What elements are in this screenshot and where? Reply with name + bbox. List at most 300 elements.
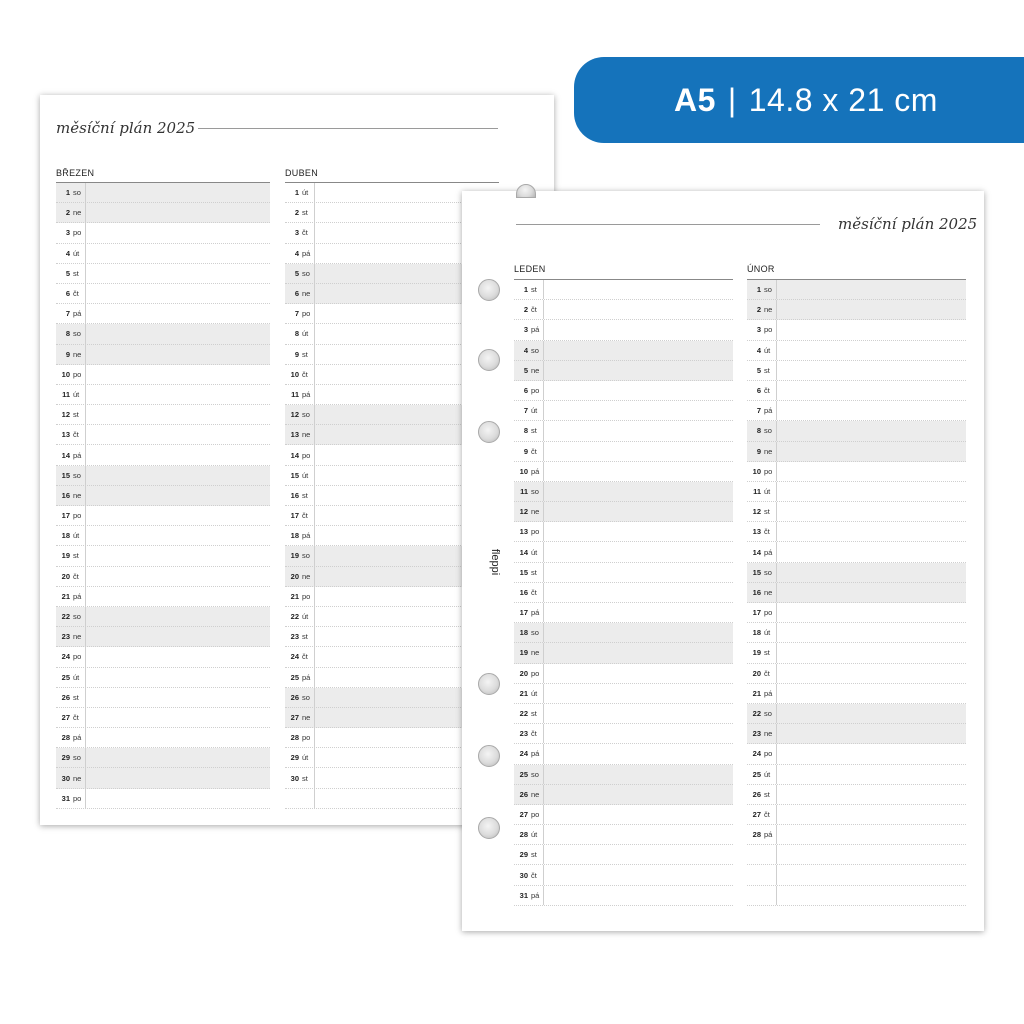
day-cell <box>747 401 777 420</box>
note-space <box>777 381 966 400</box>
weekday-abbr: út <box>302 470 309 480</box>
day-cell <box>747 482 777 501</box>
day-row <box>514 442 733 462</box>
note-space <box>86 365 270 384</box>
day-cell <box>747 765 777 784</box>
day-row <box>514 401 733 421</box>
day-cell <box>56 304 86 323</box>
day-number: 31 <box>61 793 70 803</box>
weekday-abbr: po <box>764 608 773 618</box>
day-number: 11 <box>753 486 761 496</box>
day-number: 3 <box>294 228 299 238</box>
day-cell <box>747 886 777 905</box>
day-cell <box>285 405 315 424</box>
note-space <box>86 728 270 747</box>
day-number: 7 <box>294 309 299 319</box>
note-space <box>544 361 733 380</box>
day-row <box>747 603 966 623</box>
day-number: 6 <box>65 289 70 299</box>
note-space <box>86 647 270 666</box>
weekday-abbr: út <box>73 248 80 258</box>
day-cell <box>56 768 86 787</box>
note-space <box>777 341 966 360</box>
note-space <box>86 425 270 444</box>
day-cell <box>514 320 544 339</box>
weekday-abbr: pá <box>764 406 773 416</box>
note-space <box>777 704 966 723</box>
weekday-abbr: čt <box>302 369 308 379</box>
note-space <box>544 765 733 784</box>
day-number: 17 <box>61 511 70 521</box>
weekday-abbr: so <box>764 567 772 577</box>
day-cell <box>285 708 315 727</box>
day-number: 12 <box>290 410 299 420</box>
day-number: 12 <box>752 507 761 517</box>
day-row <box>56 546 270 566</box>
day-cell <box>56 466 86 485</box>
day-row <box>514 300 733 320</box>
day-number: 5 <box>756 365 761 375</box>
day-row <box>747 623 966 643</box>
day-number: 24 <box>752 749 761 759</box>
day-row <box>514 785 733 805</box>
weekday-abbr: ne <box>531 789 540 799</box>
day-cell <box>285 385 315 404</box>
page-title: měsíční plán 2025 <box>838 215 978 233</box>
day-number: 15 <box>290 470 299 480</box>
day-cell <box>285 304 315 323</box>
note-space <box>777 361 966 380</box>
day-row <box>514 603 733 623</box>
day-number: 29 <box>290 753 299 763</box>
day-cell <box>514 502 544 521</box>
day-number: 4 <box>294 248 299 258</box>
weekday-abbr: út <box>302 188 309 198</box>
day-number: 15 <box>61 470 70 480</box>
day-cell <box>56 506 86 525</box>
note-space <box>86 264 270 283</box>
day-number: 21 <box>752 688 761 698</box>
note-space <box>86 304 270 323</box>
weekday-abbr: pá <box>531 749 540 759</box>
day-number: 13 <box>752 527 761 537</box>
day-number: 3 <box>65 228 70 238</box>
note-space <box>86 466 270 485</box>
day-cell <box>514 300 544 319</box>
day-cell <box>56 668 86 687</box>
day-cell <box>285 223 315 242</box>
note-space <box>777 522 966 541</box>
weekday-abbr: ne <box>73 349 82 359</box>
weekday-abbr: ne <box>531 648 540 658</box>
weekday-abbr: so <box>764 426 772 436</box>
day-cell <box>285 546 315 565</box>
note-space <box>544 845 733 864</box>
note-space <box>86 708 270 727</box>
day-cell <box>747 724 777 743</box>
day-number: 17 <box>290 511 299 521</box>
day-cell <box>285 688 315 707</box>
weekday-abbr: út <box>764 769 771 779</box>
day-number: 7 <box>523 406 528 416</box>
note-space <box>86 668 270 687</box>
day-row <box>747 421 966 441</box>
day-number: 4 <box>523 345 528 355</box>
day-cell <box>56 203 86 222</box>
day-row <box>747 320 966 340</box>
weekday-abbr: čt <box>764 527 770 537</box>
weekday-abbr: čt <box>302 228 308 238</box>
day-cell <box>56 688 86 707</box>
weekday-abbr: út <box>73 672 80 682</box>
day-row <box>514 623 733 643</box>
day-rows <box>747 280 966 906</box>
day-row <box>747 563 966 583</box>
weekday-abbr: pá <box>302 531 311 541</box>
day-row <box>514 381 733 401</box>
day-cell <box>747 442 777 461</box>
weekday-abbr: st <box>73 551 79 561</box>
day-cell <box>285 668 315 687</box>
day-cell <box>56 425 86 444</box>
day-number: 3 <box>756 325 761 335</box>
planner-page-front <box>462 191 984 931</box>
day-number: 9 <box>756 446 761 456</box>
note-space <box>544 421 733 440</box>
day-row <box>747 300 966 320</box>
day-cell <box>285 324 315 343</box>
day-row <box>514 542 733 562</box>
note-space <box>86 587 270 606</box>
weekday-abbr: so <box>531 486 539 496</box>
day-row <box>56 486 270 506</box>
day-row <box>747 684 966 704</box>
month-name: LEDEN <box>514 264 546 274</box>
day-number: 7 <box>756 406 761 416</box>
format-label: A5 <box>674 81 716 118</box>
day-cell <box>56 748 86 767</box>
note-space <box>777 744 966 763</box>
weekday-abbr: út <box>531 406 538 416</box>
day-row <box>514 704 733 724</box>
note-space <box>544 280 733 299</box>
note-space <box>544 865 733 884</box>
day-row <box>514 280 733 300</box>
day-number: 12 <box>61 410 70 420</box>
day-row <box>514 664 733 684</box>
day-cell <box>56 445 86 464</box>
day-row <box>56 405 270 425</box>
weekday-abbr: so <box>764 285 772 295</box>
day-cell <box>285 627 315 646</box>
day-cell <box>514 825 544 844</box>
day-number: 17 <box>519 608 528 618</box>
day-number: 11 <box>291 389 299 399</box>
day-cell <box>56 587 86 606</box>
day-number: 31 <box>519 890 528 900</box>
note-space <box>544 442 733 461</box>
day-number: 26 <box>290 692 299 702</box>
day-number: 16 <box>61 490 70 500</box>
day-cell <box>285 445 315 464</box>
day-cell <box>514 361 544 380</box>
weekday-abbr: čt <box>531 446 537 456</box>
day-row <box>56 223 270 243</box>
weekday-abbr: st <box>73 692 79 702</box>
day-cell <box>56 264 86 283</box>
day-number: 1 <box>65 188 70 198</box>
punch-hole <box>516 184 536 198</box>
day-number: 5 <box>523 365 528 375</box>
day-number: 20 <box>290 571 299 581</box>
note-space <box>777 865 966 884</box>
day-cell <box>747 744 777 763</box>
day-row <box>56 647 270 667</box>
day-cell <box>514 886 544 905</box>
weekday-abbr: st <box>531 850 537 860</box>
punch-hole <box>478 421 500 443</box>
day-rows <box>56 183 270 809</box>
weekday-abbr: po <box>764 466 773 476</box>
note-space <box>544 805 733 824</box>
month-name: DUBEN <box>285 168 319 178</box>
weekday-abbr: st <box>302 208 308 218</box>
day-row <box>56 425 270 445</box>
weekday-abbr: ne <box>531 507 540 517</box>
weekday-abbr: so <box>73 753 81 763</box>
day-number: 26 <box>61 692 70 702</box>
format-size: 14.8 x 21 cm <box>748 81 938 118</box>
day-cell <box>56 385 86 404</box>
note-space <box>86 385 270 404</box>
note-space <box>777 825 966 844</box>
note-space <box>86 445 270 464</box>
weekday-abbr: po <box>302 450 311 460</box>
day-number: 19 <box>290 551 299 561</box>
day-row <box>514 744 733 764</box>
day-cell <box>56 546 86 565</box>
day-number: 5 <box>294 268 299 278</box>
note-space <box>544 462 733 481</box>
day-number: 29 <box>61 753 70 763</box>
day-number: 8 <box>65 329 70 339</box>
day-cell <box>747 785 777 804</box>
day-cell <box>514 280 544 299</box>
day-number: 20 <box>61 571 70 581</box>
punch-hole <box>478 817 500 839</box>
day-cell <box>514 643 544 662</box>
day-cell <box>56 405 86 424</box>
day-number: 30 <box>61 773 70 783</box>
day-number: 8 <box>756 426 761 436</box>
weekday-abbr: čt <box>302 511 308 521</box>
day-number: 23 <box>752 729 761 739</box>
weekday-abbr: pá <box>73 733 82 743</box>
weekday-abbr: út <box>764 345 771 355</box>
day-row <box>747 542 966 562</box>
day-number: 6 <box>294 289 299 299</box>
note-space <box>86 183 270 202</box>
day-number: 22 <box>519 709 528 719</box>
day-row <box>514 341 733 361</box>
day-row <box>56 688 270 708</box>
weekday-abbr: ne <box>531 365 540 375</box>
day-row <box>514 865 733 885</box>
weekday-abbr: pá <box>73 450 82 460</box>
weekday-abbr: st <box>764 648 770 658</box>
day-cell <box>747 563 777 582</box>
day-cell <box>285 365 315 384</box>
day-row <box>514 583 733 603</box>
day-number: 25 <box>752 769 761 779</box>
weekday-abbr: po <box>73 793 82 803</box>
weekday-abbr: pá <box>531 325 540 335</box>
note-space <box>544 542 733 561</box>
day-number: 2 <box>756 305 761 315</box>
note-space <box>544 886 733 905</box>
day-number: 15 <box>519 567 528 577</box>
month-column-january <box>514 261 733 921</box>
day-row <box>514 361 733 381</box>
day-row <box>514 845 733 865</box>
day-row <box>56 708 270 728</box>
weekday-abbr: čt <box>302 652 308 662</box>
weekday-abbr: st <box>302 490 308 500</box>
note-space <box>86 546 270 565</box>
note-space <box>544 684 733 703</box>
day-cell <box>56 223 86 242</box>
note-space <box>777 765 966 784</box>
weekday-abbr: ne <box>73 490 82 500</box>
note-space <box>86 789 270 808</box>
day-cell <box>747 421 777 440</box>
weekday-abbr: ne <box>73 632 82 642</box>
weekday-abbr: pá <box>302 672 311 682</box>
page-title: měsíční plán 2025 <box>56 119 196 137</box>
note-space <box>777 542 966 561</box>
day-number: 25 <box>519 769 528 779</box>
day-cell <box>285 486 315 505</box>
day-row <box>747 865 966 885</box>
day-number: 14 <box>519 547 528 557</box>
day-row <box>56 183 270 203</box>
note-space <box>544 744 733 763</box>
note-space <box>86 284 270 303</box>
weekday-abbr: pá <box>531 466 540 476</box>
note-space <box>86 405 270 424</box>
note-space <box>777 684 966 703</box>
day-number: 9 <box>294 349 299 359</box>
day-row <box>56 506 270 526</box>
day-number: 28 <box>752 830 761 840</box>
day-cell <box>56 728 86 747</box>
day-cell <box>285 466 315 485</box>
note-space <box>777 805 966 824</box>
day-cell <box>514 704 544 723</box>
day-number: 26 <box>752 789 761 799</box>
day-cell <box>285 789 315 808</box>
day-row <box>514 643 733 663</box>
day-number: 2 <box>65 208 70 218</box>
weekday-abbr: st <box>764 365 770 375</box>
day-number: 18 <box>290 531 299 541</box>
weekday-abbr: po <box>73 511 82 521</box>
day-cell <box>285 647 315 666</box>
punch-hole <box>478 745 500 767</box>
note-space <box>777 320 966 339</box>
note-space <box>544 704 733 723</box>
day-number: 8 <box>294 329 299 339</box>
day-cell <box>514 724 544 743</box>
weekday-abbr: po <box>302 733 311 743</box>
day-cell <box>514 765 544 784</box>
day-cell <box>56 183 86 202</box>
note-space <box>544 583 733 602</box>
weekday-abbr: út <box>531 547 538 557</box>
day-row <box>56 607 270 627</box>
day-cell <box>514 341 544 360</box>
day-row <box>514 805 733 825</box>
weekday-abbr: pá <box>531 890 540 900</box>
weekday-abbr: po <box>73 369 82 379</box>
day-cell <box>747 603 777 622</box>
weekday-abbr: st <box>531 285 537 295</box>
day-row <box>56 668 270 688</box>
day-row <box>747 886 966 906</box>
day-number: 1 <box>523 285 528 295</box>
day-cell <box>514 381 544 400</box>
day-row <box>56 789 270 809</box>
day-row <box>56 324 270 344</box>
weekday-abbr: čt <box>73 712 79 722</box>
weekday-abbr: st <box>302 773 308 783</box>
weekday-abbr: st <box>531 709 537 719</box>
day-number: 30 <box>290 773 299 783</box>
day-number: 12 <box>519 507 528 517</box>
weekday-abbr: pá <box>302 248 311 258</box>
day-cell <box>285 587 315 606</box>
note-space <box>544 563 733 582</box>
note-space <box>544 381 733 400</box>
day-cell <box>56 486 86 505</box>
weekday-abbr: čt <box>531 587 537 597</box>
day-row <box>56 748 270 768</box>
day-number: 24 <box>519 749 528 759</box>
weekday-abbr: so <box>531 769 539 779</box>
day-row <box>514 886 733 906</box>
day-row <box>56 728 270 748</box>
day-number: 10 <box>61 369 70 379</box>
day-number: 18 <box>61 531 70 541</box>
note-space <box>544 300 733 319</box>
day-number: 7 <box>65 309 70 319</box>
weekday-abbr: st <box>764 507 770 517</box>
note-space <box>777 785 966 804</box>
note-space <box>86 607 270 626</box>
day-number: 11 <box>62 389 70 399</box>
day-number: 3 <box>523 325 528 335</box>
weekday-abbr: čt <box>73 571 79 581</box>
day-number: 10 <box>519 466 528 476</box>
day-cell <box>56 647 86 666</box>
weekday-abbr: st <box>531 426 537 436</box>
note-space <box>777 502 966 521</box>
day-row <box>56 385 270 405</box>
day-row <box>56 264 270 284</box>
note-space <box>777 300 966 319</box>
day-row <box>56 203 270 223</box>
day-cell <box>747 320 777 339</box>
